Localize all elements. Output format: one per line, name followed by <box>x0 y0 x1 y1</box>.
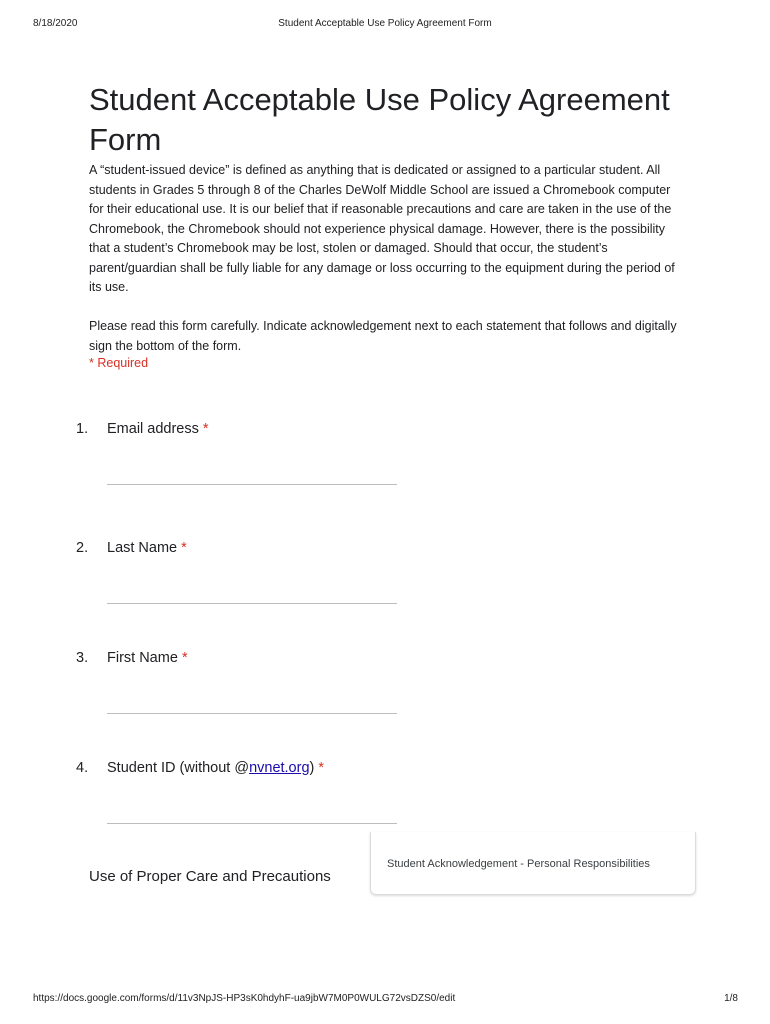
required-asterisk: * <box>318 760 325 776</box>
question-label-text: Student ID (without @ <box>107 760 250 776</box>
print-header-title: Student Acceptable Use Policy Agreement Form <box>278 18 492 29</box>
student-id-field[interactable] <box>107 803 397 824</box>
question-number: 2. <box>76 540 89 556</box>
question-label <box>107 760 324 776</box>
section-card-title: Student Acknowledgement - Personal Responsibilities <box>387 858 650 870</box>
question-label <box>107 650 188 666</box>
question-label <box>107 540 187 556</box>
page-number: 1/8 <box>724 993 738 1004</box>
required-asterisk: * <box>202 421 209 437</box>
first-name-field[interactable] <box>107 693 397 714</box>
last-name-field[interactable] <box>107 583 397 604</box>
section-title-proper-care: Use of Proper Care and Precautions <box>89 868 331 885</box>
print-date: 8/18/2020 <box>33 18 78 29</box>
print-url: https://docs.google.com/forms/d/11v3NpJS-HP3sK0hdyhF-ua9jbW7M0P0WULG72vsDZS0/edit <box>33 993 456 1004</box>
question-label-text: Email address <box>107 421 199 437</box>
email-field[interactable] <box>107 464 397 485</box>
description-paragraph-1: A “student-issued device” is defined as anything that is dedicated or assigned to a particular student. All students in Grades 5 through 8 of the Charles DeWolf Middle School are issued a Chromebook computer for their educational use. It is our belief that if reasonable precautions and care are taken in the use of the Chromebook, the Chromebook should not experience physical damage. However, there is the possibility that a student’s Chromebook may be lost, stolen or damaged. Should that occur, the student’s parent/guardian shall be fully liable for any damage or loss occurring to the equipment during the period of its use. <box>89 163 675 294</box>
question-number: 1. <box>76 421 89 437</box>
description-paragraph-2: Please read this form carefully. Indicate acknowledgement next to each statement that follows and digitally sign the bottom of the form. <box>89 319 677 353</box>
question-label <box>107 421 209 437</box>
required-note: * Required <box>89 356 149 370</box>
question-number: 4. <box>76 760 89 776</box>
form-description <box>89 161 679 356</box>
question-number: 3. <box>76 650 89 666</box>
question-label-suffix: ) <box>309 760 315 776</box>
question-label-text: Last Name <box>107 540 178 556</box>
form-title: Student Acceptable Use Policy Agreement Form <box>89 82 670 157</box>
required-asterisk: * <box>181 650 188 666</box>
nvnet-link[interactable]: nvnet.org <box>249 760 310 776</box>
required-asterisk: * <box>181 540 187 556</box>
question-label-text: First Name <box>107 650 178 666</box>
section-card-acknowledgement <box>370 832 696 895</box>
